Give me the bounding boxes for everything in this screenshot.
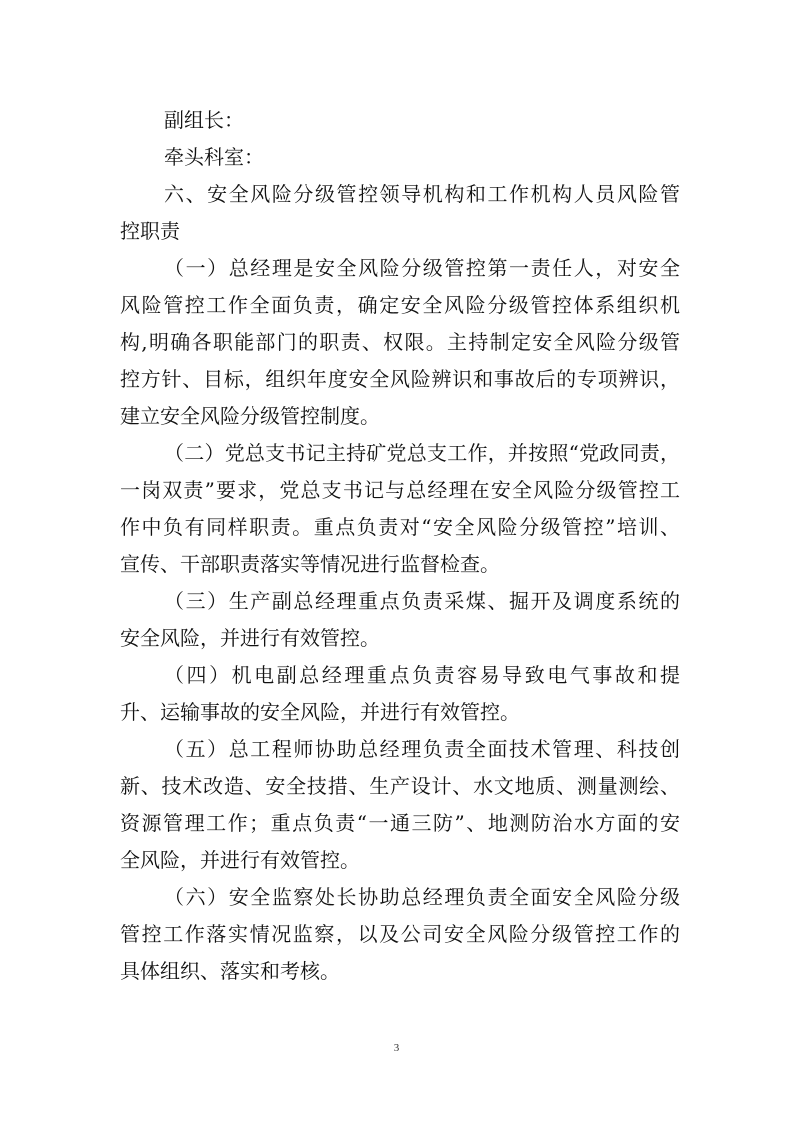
paragraph-1-line-3: 构,明确各职能部门的职责、权限。主持制定安全风险分级管 bbox=[120, 330, 680, 354]
deputy-leader-line: 副组长： bbox=[164, 108, 244, 132]
lead-department-line: 牵头科室： bbox=[164, 145, 264, 169]
document-body bbox=[120, 102, 680, 990]
section-six-heading-line-2: 控职责 bbox=[120, 219, 180, 243]
paragraph-6-line-3: 具体组织、落实和考核。 bbox=[120, 959, 340, 983]
paragraph-4-line-1: （四）机电副总经理重点负责容易导致电气事故和提 bbox=[164, 663, 680, 687]
paragraph-2-line-4: 宣传、干部职责落实等情况进行监督检查。 bbox=[120, 552, 500, 576]
paragraph-3-line-1: （三）生产副总经理重点负责采煤、掘开及调度系统的 bbox=[164, 589, 680, 613]
paragraph-5-line-1: （五）总工程师协助总经理负责全面技术管理、科技创 bbox=[164, 737, 680, 761]
paragraph-1-line-1: （一）总经理是安全风险分级管控第一责任人，对安全 bbox=[164, 256, 680, 280]
section-six-heading-line-1: 六、安全风险分级管控领导机构和工作机构人员风险管 bbox=[164, 182, 680, 206]
paragraph-5-line-4: 全风险，并进行有效管控。 bbox=[120, 848, 360, 872]
paragraph-1-line-2: 风险管控工作全面负责，确定安全风险分级管控体系组织机 bbox=[120, 293, 680, 317]
page-number: 3 bbox=[393, 1042, 400, 1054]
paragraph-1-line-4: 控方针、目标，组织年度安全风险辨识和事故后的专项辨识， bbox=[120, 367, 680, 391]
paragraph-6-line-2: 管控工作落实情况监察，以及公司安全风险分级管控工作的 bbox=[120, 922, 680, 946]
paragraph-2-line-2: 一岗双责”要求，党总支书记与总经理在安全风险分级管控工 bbox=[120, 478, 680, 502]
paragraph-5-line-2: 新、技术改造、安全技措、生产设计、水文地质、测量测绘、 bbox=[120, 774, 680, 798]
paragraph-4-line-2: 升、运输事故的安全风险，并进行有效管控。 bbox=[120, 700, 520, 724]
paragraph-6-line-1: （六）安全监察处长协助总经理负责全面安全风险分级 bbox=[164, 885, 680, 909]
paragraph-3-line-2: 安全风险，并进行有效管控。 bbox=[120, 626, 380, 650]
paragraph-5-line-3: 资源管理工作；重点负责“一通三防”、地测防治水方面的安 bbox=[120, 811, 680, 835]
paragraph-2-line-1: （二）党总支书记主持矿党总支工作，并按照“党政同责， bbox=[164, 441, 680, 465]
paragraph-2-line-3: 作中负有同样职责。重点负责对“安全风险分级管控”培训、 bbox=[120, 515, 680, 539]
paragraph-1-line-5: 建立安全风险分级管控制度。 bbox=[120, 404, 380, 428]
